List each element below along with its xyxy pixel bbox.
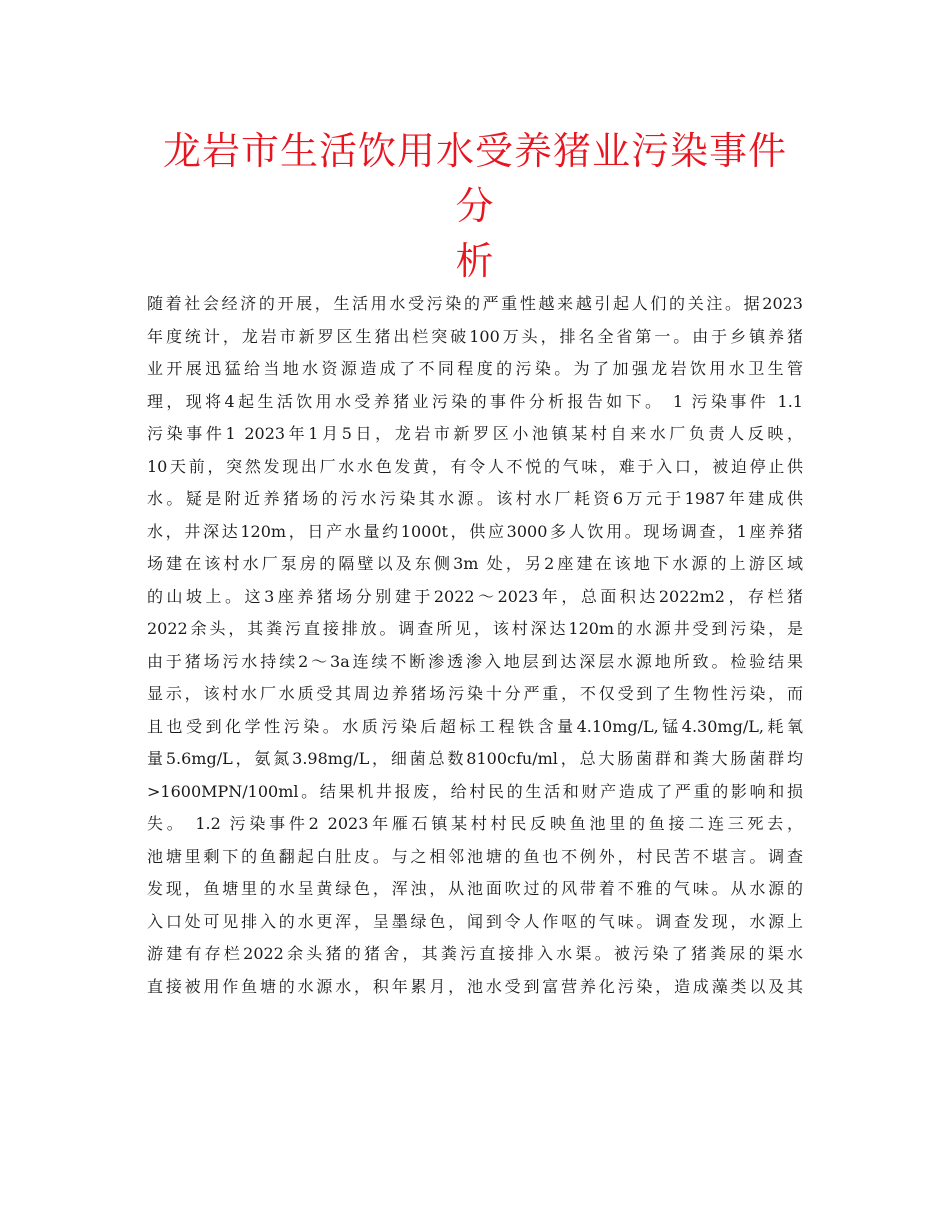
body-line: 水。疑是附近养猪场的污水污染其水源。该村水厂耗资6万元于1987年建成供 (147, 489, 803, 508)
document-title (145, 124, 805, 289)
document-body (147, 288, 803, 1003)
body-line: 由于猪场污水持续2～3a连续不断渗透渗入地层到达深层水源地所致。检验结果 (147, 651, 803, 671)
body-line: 年度统计，龙岩市新罗区生猪出栏突破100万头，排名全省第一。由于乡镇养猪 (147, 326, 803, 346)
body-line: 随着社会经济的开展，生活用水受污染的严重性越来越引起人们的关注。据2023 (147, 294, 803, 313)
body-line: 理，现将4起生活饮用水受养猪业污染的事件分析报告如下。 1 污染事件 1.1 (147, 391, 803, 411)
body-line: 失。 1.2 污染事件2 2023年雁石镇某村村民反映鱼池里的鱼接二连三死去， (147, 814, 803, 833)
body-line: 业开展迅猛给当地水资源造成了不同程度的污染。为了加强龙岩饮用水卫生管 (147, 359, 803, 378)
body-line: 水，井深达120m，日产水量约1000t，供应3000多人饮用。现场调查，1座养猪 (147, 521, 803, 541)
body-line: 入口处可见排入的水更浑，呈墨绿色，闻到令人作呕的气味。调查发现，水源上 (147, 911, 803, 931)
body-line: 池塘里剩下的鱼翻起白肚皮。与之相邻池塘的鱼也不例外，村民苦不堪言。调查 (147, 846, 803, 866)
body-line: 场建在该村水厂泵房的隔壁以及东侧3m 处，另2座建在该地下水源的上游区域 (147, 554, 803, 573)
body-line: >1600MPN/100ml。结果机井报废，给村民的生活和财产造成了严重的影响和损 (147, 781, 803, 801)
body-line: 的山坡上。这3座养猪场分别建于2022～2023年，总面积达2022m2，存栏猪 (147, 586, 803, 606)
body-line: 直接被用作鱼塘的水源水，积年累月，池水受到富营养化污染，造成藻类以及其 (147, 976, 803, 996)
body-line: 且也受到化学性污染。水质污染后超标工程铁含量4.10mg/L,锰4.30mg/L,耗氧 (147, 716, 803, 736)
body-line: 2022余头，其粪污直接排放。调查所见，该村深达120m的水源井受到污染，是 (147, 619, 803, 638)
body-line: 量5.6mg/L，氨氮3.98mg/L，细菌总数8100cfu/ml，总大肠菌群和粪大肠菌群均 (147, 749, 803, 768)
title-line-1: 龙岩市生活饮用水受养猪业污染事件分 (162, 129, 787, 228)
body-line: 显示，该村水厂水质受其周边养猪场污染十分严重，不仅受到了生物性污染，而 (147, 684, 803, 703)
title-line-2: 析 (455, 239, 495, 283)
body-line: 10天前，突然发现出厂水水色发黄，有令人不悦的气味，难于入口，被迫停止供 (147, 456, 803, 476)
body-line: 游建有存栏2022余头猪的猪舍，其粪污直接排入水渠。被污染了猪粪尿的渠水 (147, 944, 803, 963)
body-line: 发现，鱼塘里的水呈黄绿色，浑浊，从池面吹过的风带着不雅的气味。从水源的 (147, 879, 803, 898)
body-line: 污染事件1 2023年1月5日，龙岩市新罗区小池镇某村自来水厂负责人反映， (147, 424, 803, 443)
